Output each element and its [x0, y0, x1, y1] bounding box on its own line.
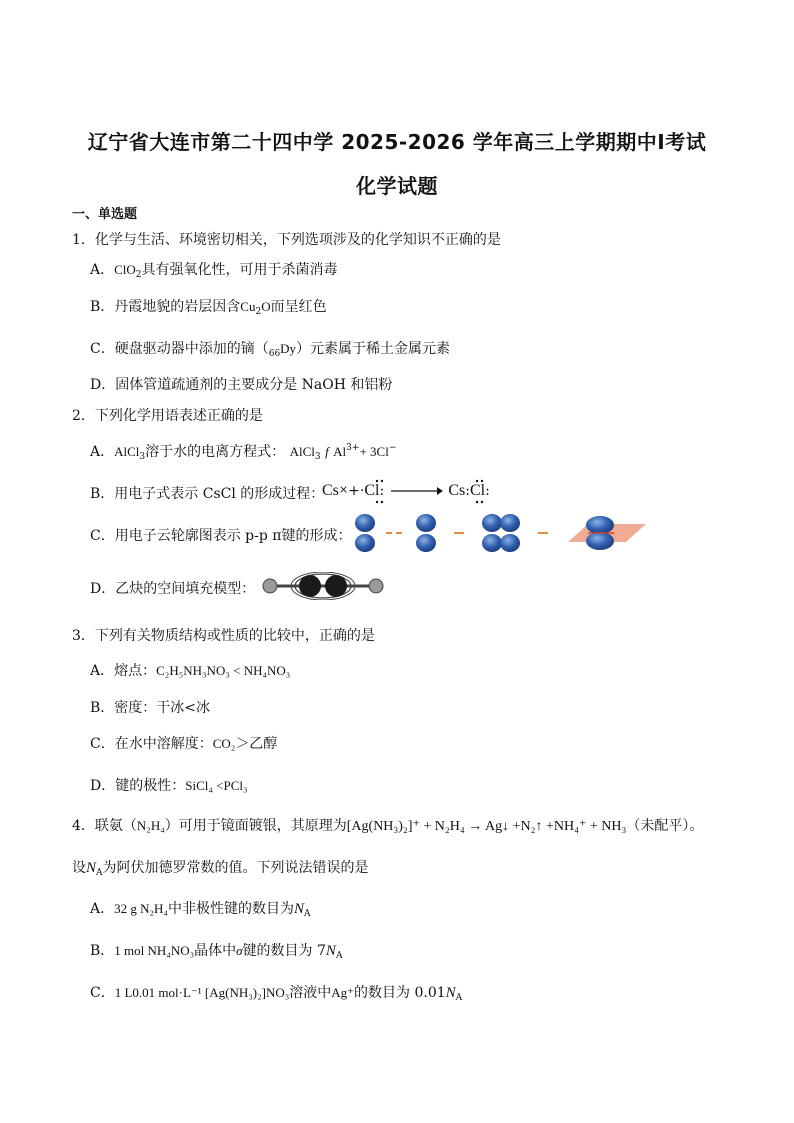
question-3-option-c: C．在水中溶解度：CO₂＞乙醇	[90, 736, 278, 752]
question-3-option-a: A．熔点：C₂H₅NH₃NO₃ < NH₄NO₃	[90, 663, 291, 679]
question-4-option-c: C．1 L0.01 mol·L⁻¹ [Ag(NH₃)₂]NO₃溶液中Ag⁺的数目为 $0.01N_A$	[90, 985, 463, 1003]
question-1-option-c: C．硬盘驱动器中添加的镝$(_{66}Dy)$元素属于稀土金属元素	[90, 341, 451, 359]
question-4-option-b: B．1 mol NH₄NO₃晶体中σ键的数目为 $7N_A$	[90, 943, 343, 961]
section-heading-single-choice: 一、单选题	[72, 207, 138, 222]
question-4-stem-line-2: 设$N_A$为阿伏加德罗常数的值。下列说法错误的是	[72, 860, 369, 878]
question-2-stem: 2．下列化学用语表述正确的是	[72, 408, 263, 424]
question-4-stem: 4．联氨（N₂H₄）可用于镜面镀银，其原理为[Ag(NH₃)₂]⁺ + N₂H₄ → Ag↓ +N₂↑ +NH₄⁺ + NH₃（未配平）。	[72, 818, 704, 834]
chlorine-lone-pair-dots	[365, 478, 505, 488]
question-1-option-a: A．ClO$_2$具有强氧化性，可用于杀菌消毒	[90, 262, 338, 280]
question-4-option-a: A．32 g N₂H₄中非极性键的数目为$N_A$	[90, 901, 311, 919]
question-2-option-d: D．乙炔的空间填充模型：	[90, 581, 256, 597]
question-1-option-b: B．丹霞地貌的岩层因含$Cu_2O$而呈红色	[90, 299, 327, 317]
acetylene-model-diagram	[260, 572, 386, 600]
exam-subtitle: 化学试题	[356, 174, 438, 198]
question-1-option-d: D．固体管道疏通剂的主要成分是 NaOH 和铝粉	[90, 377, 393, 393]
question-3-stem: 3．下列有关物质结构或性质的比较中，正确的是	[72, 628, 375, 644]
pi-bond-orbital-diagram	[352, 512, 648, 554]
question-3-option-b: B．密度：干冰<冰	[90, 700, 211, 716]
question-3-option-d: D．键的极性：SiCl₄ <PCl₃	[90, 778, 248, 794]
question-2-option-b: B．用电子式表示 CsCl 的形成过程：	[90, 486, 325, 502]
cscl-electron-dot-diagram: Cs×+·Cl: Cs:Cl:	[322, 482, 490, 499]
question-2-option-a: A．AlCl$_3$溶于水的电离方程式： AlCl$_3$ f $Al^{3+}+ 3Cl^-$	[90, 443, 397, 462]
chlorine-lone-pair-dots-bottom	[365, 499, 505, 507]
question-1-stem: 1．化学与生活、环境密切相关，下列选项涉及的化学知识不正确的是	[72, 232, 501, 248]
question-2-option-c: C．用电子云轮廓图表示 p-p π键的形成：	[90, 528, 352, 544]
exam-title: 辽宁省大连市第二十四中学 2025-2026 学年高三上学期期中Ⅰ考试	[87, 130, 707, 154]
